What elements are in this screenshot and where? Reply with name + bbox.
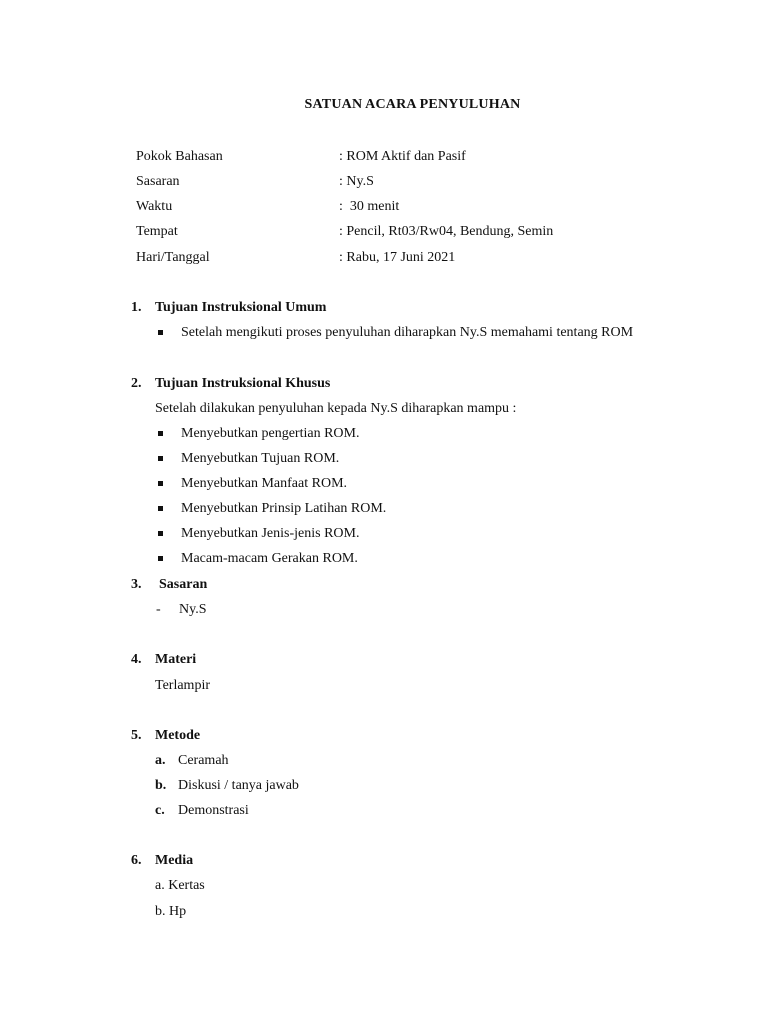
section-intro: Setelah dilakukan penyuluhan kepada Ny.S diharapkan mampu : [155,401,517,416]
section-heading: Tujuan Instruksional Khusus [155,376,331,391]
list-item: Demonstrasi [178,803,249,818]
list-item: Menyebutkan Jenis-jenis ROM. [181,526,360,541]
square-bullet-icon [158,456,163,461]
list-item: Setelah mengikuti proses penyuluhan diharapkan Ny.S memahami tentang ROM [181,325,634,340]
list-item: a. Kertas [155,878,205,893]
list-item: Diskusi / tanya jawab [178,778,299,793]
square-bullet-icon [158,481,163,486]
section-heading: Materi [155,652,197,667]
section-heading: Tujuan Instruksional Umum [155,300,327,315]
section-number: 6. [131,853,142,868]
info-label: Pokok Bahasan [136,149,223,164]
info-value: : Rabu, 17 Juni 2021 [339,250,456,265]
info-label: Hari/Tanggal [136,250,210,265]
list-item: Menyebutkan Prinsip Latihan ROM. [181,501,387,516]
page-title: SATUAN ACARA PENYULUHAN [304,97,521,112]
info-label: Sasaran [136,174,180,189]
section-number: 2. [131,376,142,391]
section-text: Terlampir [155,678,210,693]
list-item: Ceramah [178,753,229,768]
section-heading: Sasaran [159,577,208,592]
info-label: Waktu [136,199,173,214]
list-marker: a. [155,753,166,768]
list-marker: c. [155,803,165,818]
section-number: 3. [131,577,142,592]
section-number: 5. [131,728,142,743]
list-marker: b. [155,778,167,793]
square-bullet-icon [158,531,163,536]
list-item: Menyebutkan Manfaat ROM. [181,476,348,491]
list-item: Ny.S [179,602,207,617]
section-heading: Metode [155,728,201,743]
list-item: Menyebutkan Tujuan ROM. [181,451,340,466]
section-heading: Media [155,853,194,868]
square-bullet-icon [158,431,163,436]
square-bullet-icon [158,330,163,335]
square-bullet-icon [158,556,163,561]
info-value: : Ny.S [339,174,374,189]
section-number: 4. [131,652,142,667]
list-item: Menyebutkan pengertian ROM. [181,426,360,441]
info-value: : ROM Aktif dan Pasif [339,149,466,164]
info-value: : 30 menit [339,199,400,214]
list-item: b. Hp [155,904,187,919]
dash-marker: - [156,602,161,617]
list-item: Macam-macam Gerakan ROM. [181,551,358,566]
info-label: Tempat [136,224,178,239]
info-value: : Pencil, Rt03/Rw04, Bendung, Semin [339,224,554,239]
square-bullet-icon [158,506,163,511]
section-number: 1. [131,300,142,315]
